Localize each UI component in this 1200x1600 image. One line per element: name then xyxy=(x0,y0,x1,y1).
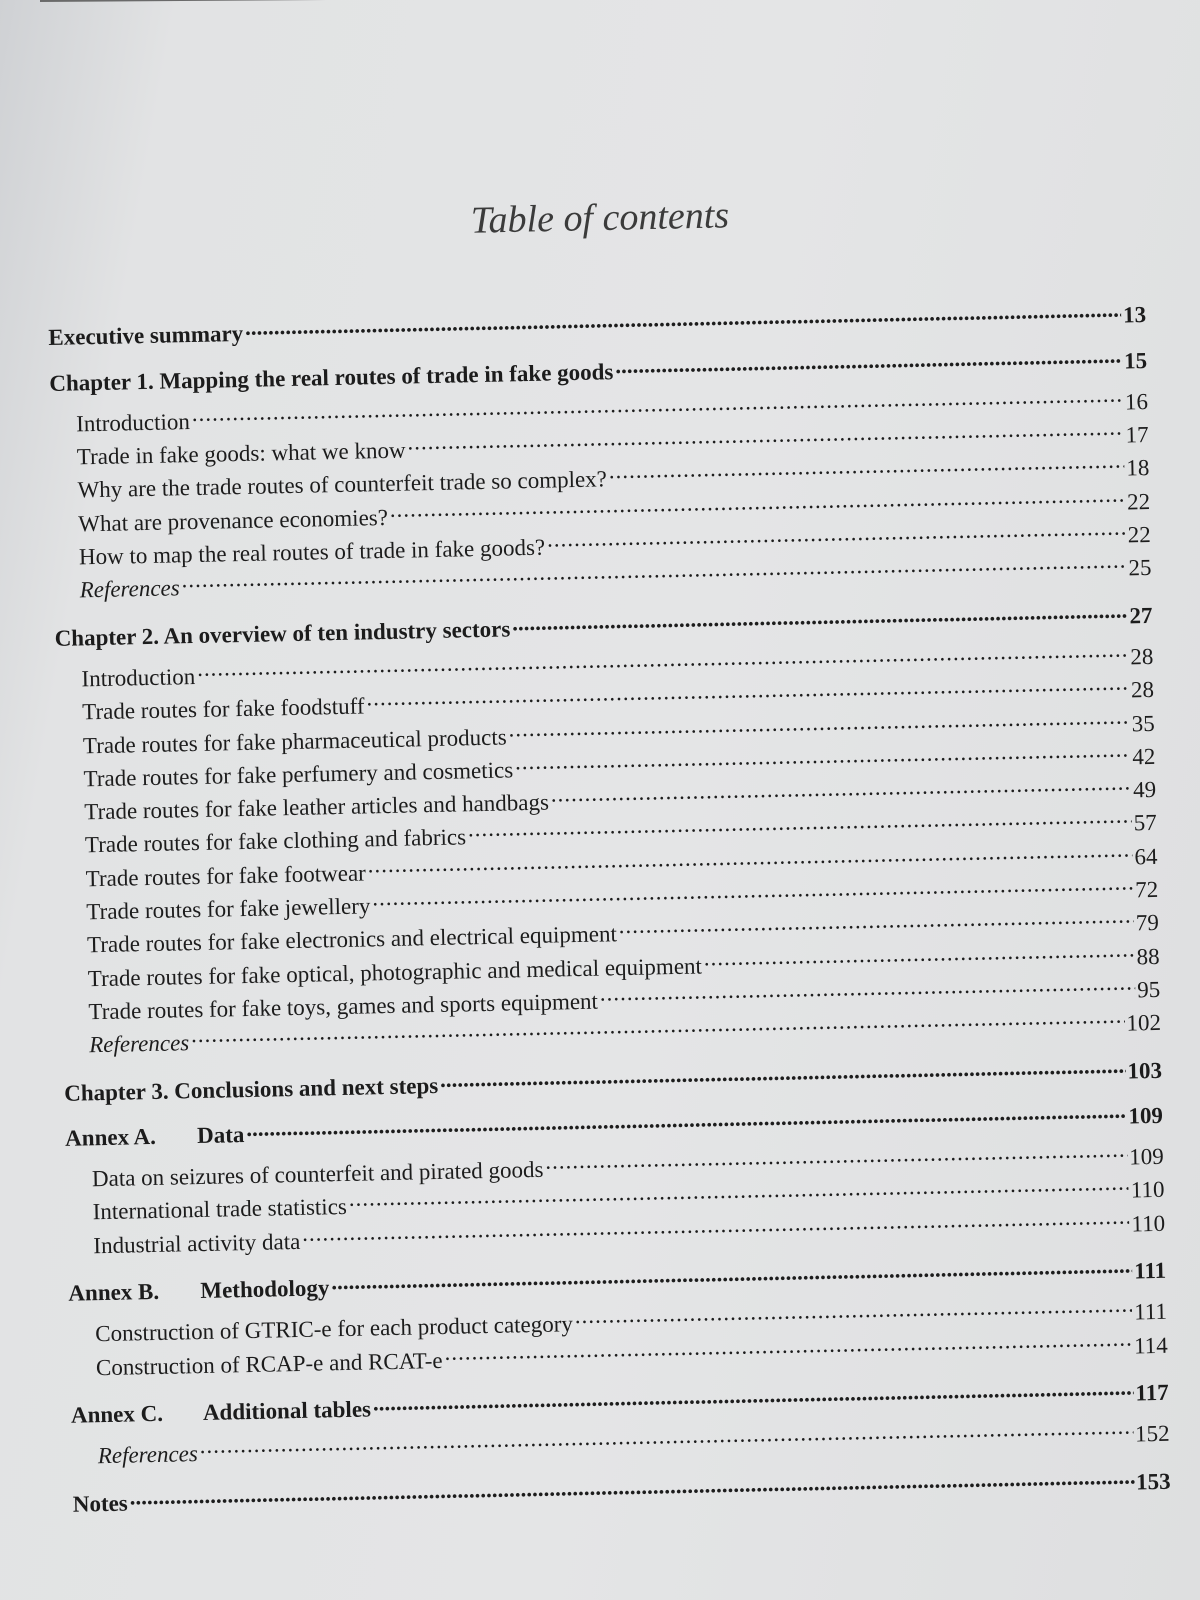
toc-page: 57 xyxy=(1133,810,1158,836)
toc-label: Chapter 1. Mapping the real routes of trade in fake goods xyxy=(49,358,614,396)
toc-label: Industrial activity data xyxy=(93,1228,301,1258)
toc-list xyxy=(48,297,1171,1517)
toc-page: 16 xyxy=(1124,388,1149,415)
toc-label: Introduction xyxy=(81,663,196,692)
dot-leader xyxy=(440,1053,1126,1093)
toc-label: Trade routes for fake optical, photographic and medical equipment xyxy=(87,953,703,991)
toc-label: Trade routes for fake toys, games and sports equipment xyxy=(88,988,599,1025)
toc-label: References xyxy=(79,575,180,603)
toc-page: 28 xyxy=(1130,643,1154,670)
toc-label: Trade in fake goods: what we know xyxy=(76,437,406,470)
dot-leader xyxy=(129,1464,1134,1510)
toc-page: 18 xyxy=(1126,455,1150,481)
page-title: Table of contents xyxy=(470,194,730,242)
toc-label: International trade statistics xyxy=(92,1194,348,1225)
toc-page: 153 xyxy=(1135,1468,1171,1494)
toc-label xyxy=(65,1122,245,1152)
toc-label: Why are the trade routes of counterfeit trade so complex? xyxy=(77,466,608,503)
annex-title: Data xyxy=(196,1121,245,1148)
dot-leader xyxy=(245,298,1122,342)
toc-label: Construction of GTRIC-e for each product category xyxy=(94,1311,574,1347)
dot-leader xyxy=(545,1139,1127,1176)
toc-page: 28 xyxy=(1130,677,1155,703)
top-rule xyxy=(40,0,860,2)
dot-leader xyxy=(331,1253,1132,1295)
toc-page: 110 xyxy=(1131,1210,1166,1237)
toc-page: 49 xyxy=(1132,777,1157,803)
toc-label: References xyxy=(97,1441,199,1469)
toc-label: Data on seizures of counterfeit and pirated goods xyxy=(91,1156,544,1192)
toc-page: 42 xyxy=(1132,743,1156,770)
toc-entry-notes[interactable] xyxy=(72,1463,1170,1517)
toc-page: 95 xyxy=(1137,976,1161,1003)
toc-page: 72 xyxy=(1134,876,1159,903)
toc-page: 25 xyxy=(1128,555,1152,581)
annex-prefix: Annex C. xyxy=(70,1400,164,1428)
toc-entry-chapter-3[interactable] xyxy=(64,1052,1162,1106)
toc-page: 88 xyxy=(1136,943,1160,969)
toc-page: 27 xyxy=(1129,602,1153,629)
toc-label: How to map the real routes of trade in fake goods? xyxy=(78,534,546,570)
dot-leader xyxy=(199,1416,1133,1461)
toc-label xyxy=(68,1275,330,1306)
toc-label: Notes xyxy=(72,1490,128,1517)
toc-page: 109 xyxy=(1128,1102,1164,1129)
dot-leader xyxy=(512,598,1128,636)
toc-page: 17 xyxy=(1125,422,1149,448)
toc-label: Trade routes for fake pharmaceutical products xyxy=(82,724,507,758)
toc-page: 22 xyxy=(1126,488,1151,515)
toc-label: What are provenance economies? xyxy=(78,504,389,537)
toc-label: Construction of RCAP-e and RCAT-e xyxy=(95,1347,443,1380)
toc-label: Trade routes for fake leather articles and handbags xyxy=(84,789,550,825)
toc-page: 152 xyxy=(1134,1420,1170,1447)
dot-leader xyxy=(575,1295,1133,1332)
toc-label: Chapter 3. Conclusions and next steps xyxy=(63,1072,439,1106)
toc-label: Trade routes for fake footwear xyxy=(85,860,367,892)
toc-label: Executive summary xyxy=(48,321,244,351)
dot-leader xyxy=(246,1098,1127,1142)
annex-prefix: Annex B. xyxy=(68,1278,160,1306)
toc-page: 22 xyxy=(1127,522,1151,548)
toc-page: 102 xyxy=(1126,1010,1162,1036)
toc-label: Chapter 2. An overview of ten industry sectors xyxy=(54,616,511,651)
toc-label xyxy=(71,1396,372,1428)
toc-page: 111 xyxy=(1133,1299,1168,1325)
toc-label: References xyxy=(88,1030,190,1058)
toc-label: Trade routes for fake clothing and fabrics xyxy=(84,824,467,858)
annex-prefix: Annex A. xyxy=(64,1123,157,1151)
toc-page: 103 xyxy=(1127,1057,1163,1084)
toc-page: 109 xyxy=(1129,1143,1165,1170)
toc-page: 110 xyxy=(1130,1177,1165,1203)
toc-page: 111 xyxy=(1133,1257,1167,1284)
toc-page: 114 xyxy=(1133,1332,1168,1359)
toc-page: 15 xyxy=(1123,347,1148,374)
annex-title: Methodology xyxy=(200,1275,330,1304)
toc-label: Trade routes for fake electronics and electrical equipment xyxy=(86,921,618,958)
toc-label: Trade routes for fake foodstuff xyxy=(81,693,365,725)
dot-leader xyxy=(615,343,1122,379)
toc-label: Trade routes for fake jewellery xyxy=(86,893,371,925)
toc-label: Introduction xyxy=(75,408,191,437)
toc-page: 79 xyxy=(1135,910,1160,936)
toc-page: 13 xyxy=(1122,302,1147,328)
toc-page: 117 xyxy=(1135,1379,1169,1406)
toc-entry-executive-summary[interactable] xyxy=(48,297,1146,351)
toc-page: 35 xyxy=(1131,710,1155,736)
annex-title: Additional tables xyxy=(202,1396,372,1425)
toc-label: Trade routes for fake perfumery and cosmetics xyxy=(83,757,514,792)
dot-leader xyxy=(373,1375,1134,1416)
toc-page: 64 xyxy=(1134,843,1158,870)
